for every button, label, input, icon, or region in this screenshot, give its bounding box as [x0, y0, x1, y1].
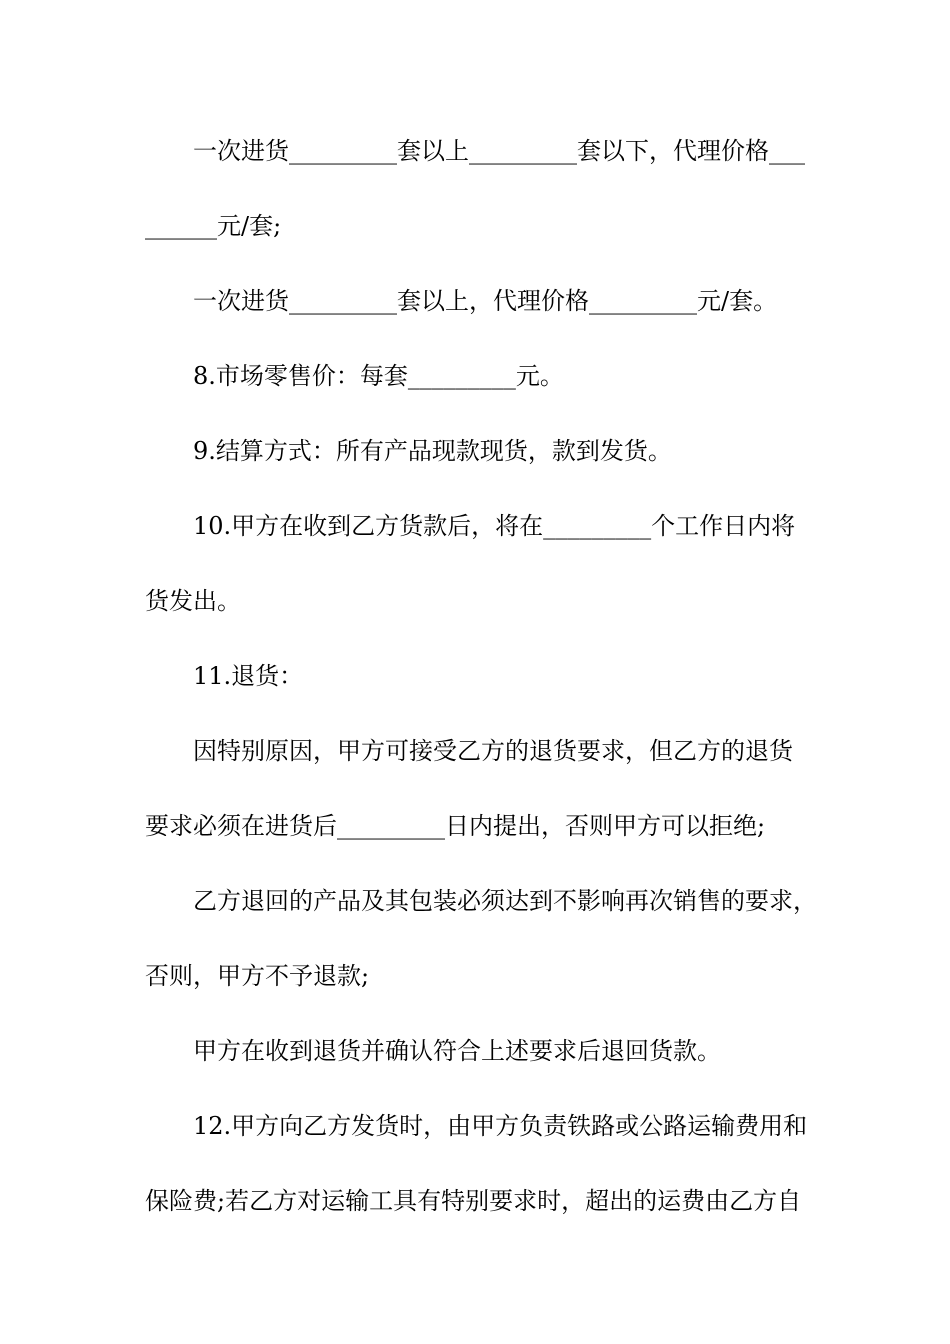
paragraph-line: 9.结算方式：所有产品现款现货，款到发货。 [193, 437, 672, 465]
paragraph-line: 保险费;若乙方对运输工具有特别要求时，超出的运费由乙方自 [145, 1187, 802, 1215]
paragraph-line: 要求必须在进货后_________日内提出，否则甲方可以拒绝; [145, 812, 766, 840]
paragraph-line: 12.甲方向乙方发货时，由甲方负责铁路或公路运输费用和 [193, 1112, 808, 1140]
paragraph-line: 一次进货_________套以上_________套以下，代理价格___ [193, 137, 805, 165]
paragraph-line: 因特别原因，甲方可接受乙方的退货要求，但乙方的退货 [193, 737, 793, 765]
paragraph-line: 货发出。 [145, 587, 241, 615]
paragraph-line: 一次进货_________套以上，代理价格_________元/套。 [193, 287, 778, 315]
paragraph-line: 8.市场零售价：每套_________元。 [193, 362, 564, 390]
paragraph-line: 10.甲方在收到乙方货款后，将在_________个工作日内将 [193, 512, 796, 540]
paragraph-line: ______元/套; [145, 212, 282, 240]
paragraph-line: 11.退货： [193, 662, 304, 690]
paragraph-line: 甲方在收到退货并确认符合上述要求后退回货款。 [193, 1037, 721, 1065]
paragraph-line: 否则，甲方不予退款; [145, 962, 370, 990]
paragraph-line: 乙方退回的产品及其包装必须达到不影响再次销售的要求， [193, 887, 817, 915]
